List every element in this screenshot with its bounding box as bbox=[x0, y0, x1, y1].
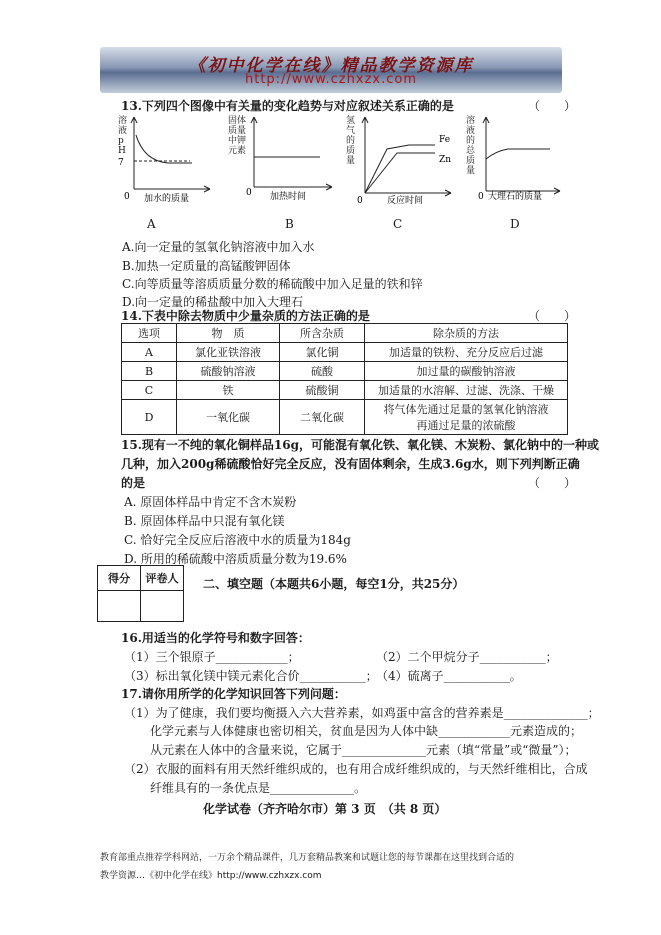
chart-c-series-fe: Fe bbox=[439, 135, 451, 145]
chart-d-xlabel: 大理石的质量 bbox=[488, 192, 543, 202]
table-cell: 氯化亚铁溶液 bbox=[177, 343, 280, 362]
table-cell: 铁 bbox=[177, 381, 280, 400]
q16-item-2: （2）二个甲烷分子___________； bbox=[376, 650, 558, 664]
q16-stem: 16.用适当的化学符号和数字回答： bbox=[121, 631, 310, 645]
chart-a-mark: 7 bbox=[118, 158, 124, 168]
chart-d-origin: 0 bbox=[478, 192, 484, 202]
header-banner bbox=[100, 47, 562, 93]
q13-option-b: B.加热一定质量的高锰酸钾固体 bbox=[122, 259, 291, 273]
table-header: 所含杂质 bbox=[280, 324, 365, 343]
chart-c-series-zn: Zn bbox=[439, 155, 452, 165]
q14-paren: （ ） bbox=[528, 309, 577, 323]
banner-title: 《初中化学在线》精品教学资源库 bbox=[188, 56, 474, 76]
q15-option-a: A. 原固体样品中肯定不含木炭粉 bbox=[124, 495, 297, 509]
q13-option-c: C.向等质量等溶质质量分数的稀硫酸中加入足量的铁和锌 bbox=[122, 277, 423, 291]
section-2-title: 二、填空题（本题共6小题，每空1分，共25分） bbox=[203, 577, 465, 591]
q17-line-3: 从元素在人体中的含量来说，它属于______________元素（填“常量”或“微量”）； bbox=[150, 743, 577, 757]
q13-charts bbox=[118, 115, 568, 210]
score-box bbox=[97, 565, 184, 622]
chart-b-xlabel: 加热时间 bbox=[270, 192, 307, 202]
grader-label: 评卷人 bbox=[141, 566, 184, 591]
chart-a-origin: 0 bbox=[124, 192, 130, 202]
chart-c-ylabel: 氢气的质量 bbox=[346, 116, 356, 166]
table-cell: 硫酸铜 bbox=[280, 381, 365, 400]
q17-line-1: （1）为了健康，我们要均衡摄入六大营养素，如鸡蛋中富含的营养素是______________； bbox=[124, 706, 600, 720]
bottom-note-line2[interactable]: 教学资源…《初中化学在线》http://www.czhxzx.com bbox=[100, 871, 322, 881]
q16-item-4: （4）硫离子___________。 bbox=[376, 669, 522, 683]
q15-line3: 的是 bbox=[121, 476, 146, 490]
table-cell: A bbox=[122, 343, 177, 362]
chart-b-letter: B bbox=[285, 217, 294, 231]
table-cell: 加适量的铁粉、充分反应后过滤 bbox=[365, 343, 568, 362]
chart-a-xlabel: 加水的质量 bbox=[144, 194, 190, 204]
chart-c-origin: 0 bbox=[357, 196, 363, 206]
q17-line-5: 纤维具有的一条优点是______________。 bbox=[150, 781, 367, 795]
table-cell: 氯化铜 bbox=[280, 343, 365, 362]
table-row bbox=[122, 381, 568, 400]
table-row bbox=[122, 400, 568, 435]
table-cell: 硫酸钠溶液 bbox=[177, 362, 280, 381]
table-cell: 二氧化碳 bbox=[280, 400, 365, 435]
chart-a-ylabel: 溶液pH bbox=[118, 116, 128, 156]
chart-d-letter: D bbox=[510, 217, 520, 231]
table-header: 选项 bbox=[122, 324, 177, 343]
chart-b-origin: 0 bbox=[246, 188, 252, 198]
table-header-row bbox=[122, 324, 568, 343]
table-cell: B bbox=[122, 362, 177, 381]
q17-line-4: （2）衣服的面料有用天然纤维织成的，也有用合成纤维织成的，与天然纤维相比，合成 bbox=[124, 762, 588, 776]
table-cell: 一氧化碳 bbox=[177, 400, 280, 435]
table-cell: 加过量的碳酸钠溶液 bbox=[365, 362, 568, 381]
chart-c-xlabel: 反应时间 bbox=[387, 196, 424, 206]
q15-option-c: C. 恰好完全反应后溶液中水的质量为184g bbox=[124, 533, 351, 547]
q17-line-2: 化学元素与人体健康也密切相关，贫血是因为人体中缺____________元素造成的； bbox=[150, 724, 583, 738]
bottom-note-line1: 教育部重点推荐学科网站，一万余个精品课件，几万套精品教案和试题让您的每节课都在这里找到合适的 bbox=[100, 853, 515, 863]
chart-a-letter: A bbox=[147, 217, 156, 231]
score-label: 得分 bbox=[98, 566, 141, 591]
grader-cell[interactable] bbox=[141, 591, 184, 622]
q15-paren: （ ） bbox=[528, 476, 577, 490]
banner-url[interactable]: http://www.czhxzx.com bbox=[245, 72, 417, 87]
table-cell-method bbox=[365, 400, 568, 435]
q17-stem: 17.请你用所学的化学知识回答下列问题： bbox=[121, 687, 346, 701]
page-footer: 化学试卷（齐齐哈尔市）第 3 页 （共 8 页） bbox=[203, 802, 447, 816]
method-line-1: 将气体先通过足量的氢氧化钠溶液 bbox=[383, 403, 549, 416]
q13-option-a: A.向一定量的氢氧化钠溶液中加入水 bbox=[122, 240, 315, 254]
table-header: 物 质 bbox=[177, 324, 280, 343]
method-line-2: 再通过足量的浓硫酸 bbox=[416, 419, 516, 432]
q14-table bbox=[121, 323, 568, 435]
chart-d bbox=[478, 117, 560, 202]
chart-d-ylabel: 溶液的总质量 bbox=[466, 116, 476, 176]
q15-option-d: D. 所用的稀硫酸中溶质质量分数为19.6% bbox=[124, 552, 347, 566]
q16-item-1: （1）三个银原子____________； bbox=[124, 650, 300, 664]
q15-line2: 几种，加入200g稀硫酸恰好完全反应，没有固体剩余，生成3.6g水，则下列判断正确 bbox=[121, 457, 580, 471]
table-row bbox=[122, 343, 568, 362]
q13-stem: 13.下列四个图像中有关量的变化趋势与对应叙述关系正确的是 bbox=[121, 99, 454, 113]
table-cell: D bbox=[122, 400, 177, 435]
table-row bbox=[122, 362, 568, 381]
q16-item-3: （3）标出氧化镁中镁元素化合价___________； bbox=[124, 669, 378, 683]
chart-b-ylabel: 固体质量中钾元素 bbox=[228, 116, 247, 156]
q13-paren: （ ） bbox=[528, 99, 577, 113]
q15-line1: 15.现有一不纯的氧化铜样品16g，可能混有氧化铁、氧化镁、木炭粉、氯化钠中的一种或 bbox=[121, 438, 599, 452]
chart-c bbox=[357, 117, 451, 206]
table-cell: 硫酸 bbox=[280, 362, 365, 381]
q15-option-b: B. 原固体样品中只混有氧化镁 bbox=[124, 514, 285, 528]
table-header: 除杂质的方法 bbox=[365, 324, 568, 343]
score-cell[interactable] bbox=[98, 591, 141, 622]
q14-stem: 14.下表中除去物质中少量杂质的方法正确的是 bbox=[121, 309, 370, 323]
q13-option-d: D.向一定量的稀盐酸中加入大理石 bbox=[122, 295, 304, 309]
chart-c-letter: C bbox=[393, 217, 403, 231]
table-cell: 加适量的水溶解、过滤、洗涤、干燥 bbox=[365, 381, 568, 400]
table-cell: C bbox=[122, 381, 177, 400]
chart-b bbox=[246, 117, 332, 202]
chart-a bbox=[118, 117, 210, 204]
